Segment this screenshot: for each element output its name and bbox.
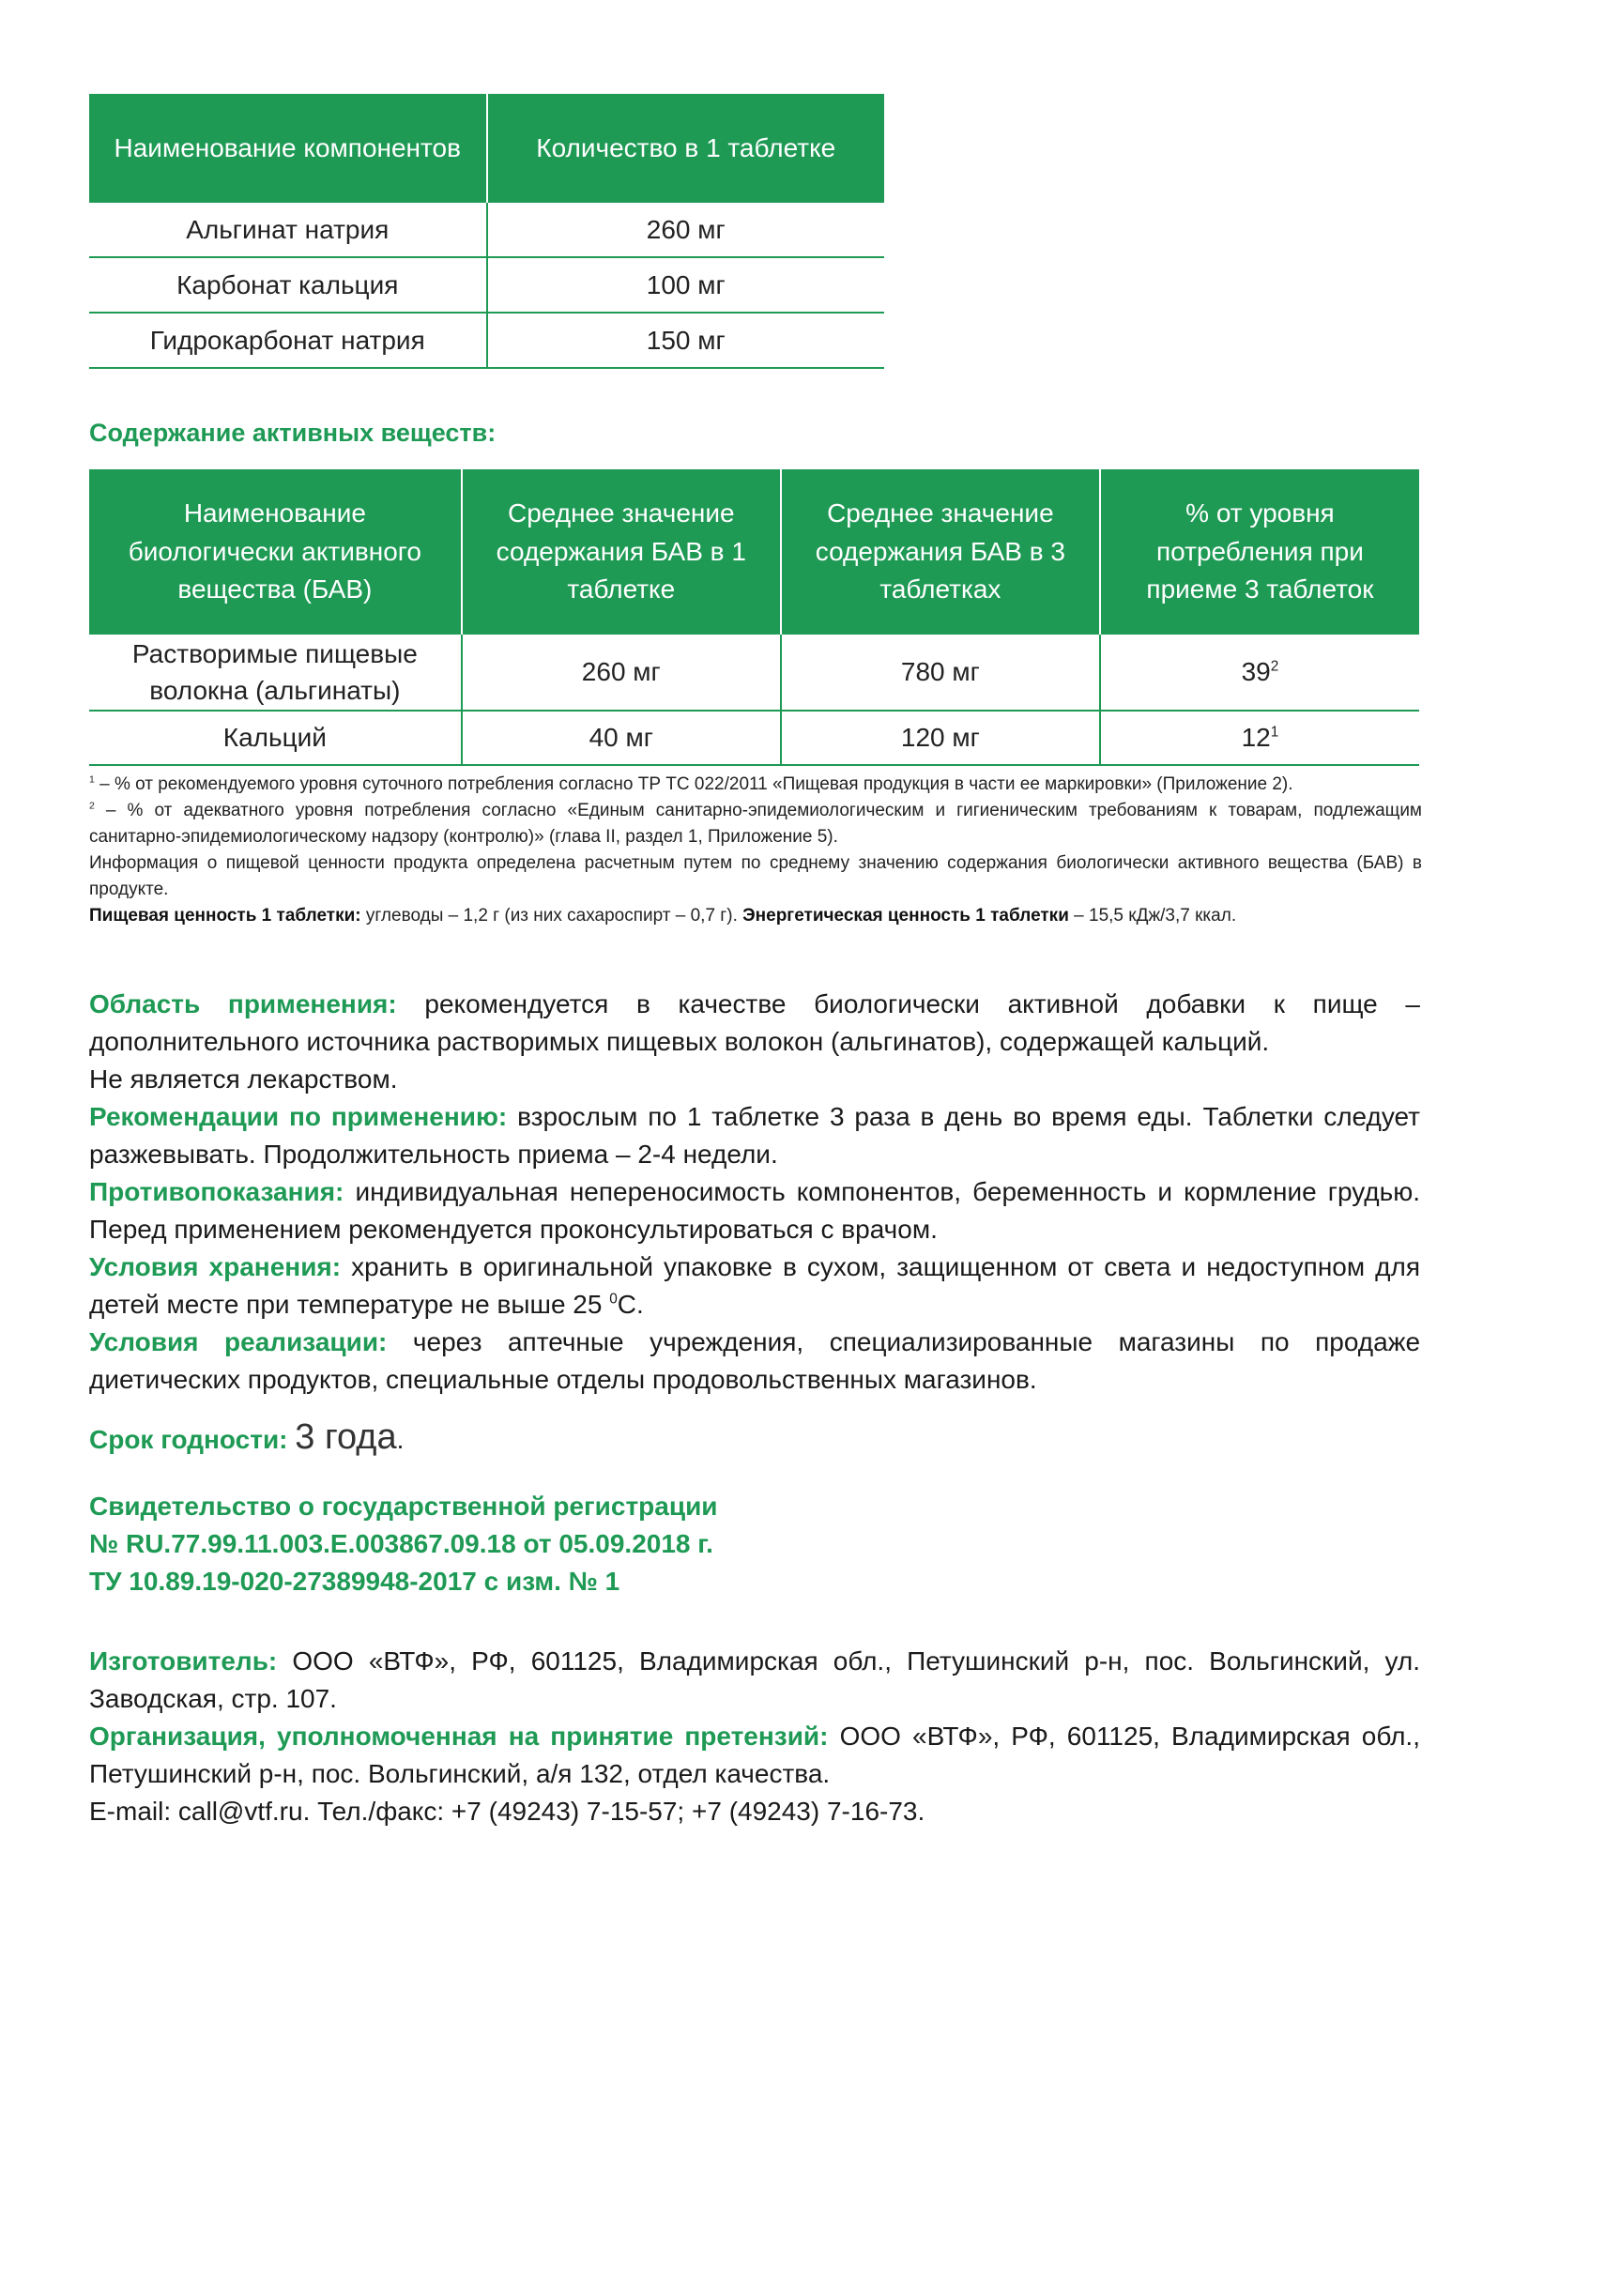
substance-name: Кальций bbox=[89, 711, 462, 765]
contraindications-section: Противопоказания: индивидуальная непереносимость компонентов, беременность и кормление грудью. Перед применением рекомендуется проконсультироваться с врачом. bbox=[89, 1177, 1420, 1244]
footnotes bbox=[89, 772, 1422, 929]
substance-per-three: 120 мг bbox=[781, 711, 1100, 765]
table-row bbox=[89, 257, 884, 313]
header-consumption-percent: % от уровня потребления при приеме 3 таблеток bbox=[1100, 469, 1419, 635]
manufacturer-info bbox=[89, 1643, 1420, 1830]
composition-table bbox=[89, 94, 884, 369]
header-per-tablet: Среднее значение содержания БАВ в 1 таблетке bbox=[462, 469, 781, 635]
header-substance-name: Наименование биологически активного вещества (БАВ) bbox=[89, 469, 462, 635]
footnote-1: $^1$ – % от рекомендуемого уровня суточного потребления согласно ТР ТС 022/2011 «Пищевая продукция в части ее маркировки» (Приложение 2). bbox=[89, 774, 1293, 794]
shelf-life-value: 3 года bbox=[295, 1417, 397, 1457]
composition-header-amount: Количество в 1 таблетке bbox=[487, 94, 885, 203]
product-info bbox=[89, 986, 1420, 1399]
table-row bbox=[89, 203, 884, 257]
composition-header-row bbox=[89, 94, 884, 203]
table-row bbox=[89, 313, 884, 368]
contacts-line: E-mail: call@vtf.ru. Тел./факс: +7 (49243) 7-15-57; +7 (49243) 7-16-73. bbox=[89, 1797, 925, 1826]
sale-section: Условия реализации: через аптечные учреждения, специализированные магазины по продаже диетических продуктов, специальные отделы продовольственных магазинов. bbox=[89, 1327, 1421, 1394]
substance-percent: $12^1$ bbox=[1100, 711, 1419, 765]
nutrition-values: Пищевая ценность 1 таблетки: углеводы – 1,2 г (из них сахароспирт – 0,7 г). Энергетическая ценность 1 таблетки – 15,5 кДж/3,7 ккал. bbox=[89, 906, 1237, 926]
table-row bbox=[89, 711, 1419, 765]
footnote-ref: 1 bbox=[1270, 725, 1279, 742]
header-per-three-tablets: Среднее значение содержания БАВ в 3 таблетках bbox=[781, 469, 1100, 635]
component-amount: 100 мг bbox=[487, 257, 885, 313]
substance-per-tablet: 260 мг bbox=[462, 635, 781, 711]
substance-name: Растворимые пищевые волокна (альгинаты) bbox=[89, 635, 462, 711]
shelf-life-label: Срок годности: bbox=[89, 1425, 288, 1454]
substance-per-tablet: 40 мг bbox=[462, 711, 781, 765]
component-amount: 150 мг bbox=[487, 313, 885, 368]
footnote-2: $^2$ – % от адекватного уровня потребления согласно «Единым санитарно-эпидемиологическим и гигиеническим требованиям к товарам, подлежащим санитарно-эпидемиологическому надзору (контролю)» (глава II, раздел 1, Приложение 5). bbox=[89, 801, 1422, 847]
table-row bbox=[89, 635, 1419, 711]
active-substances-header-row bbox=[89, 469, 1419, 635]
registration-info bbox=[89, 1488, 718, 1600]
manufacturer-line: Изготовитель: ООО «ВТФ», РФ, 601125, Владимирская обл., Петушинский р-н, пос. Вольгинский, ул. Заводская, стр. 107. bbox=[89, 1646, 1420, 1713]
nutrition-info-note: Информация о пищевой ценности продукта определена расчетным путем по среднему значению содержания биологически активного вещества (БАВ) в продукте. bbox=[89, 853, 1422, 899]
registration-number: № RU.77.99.11.003.Е.003867.09.18 от 05.09.2018 г. bbox=[89, 1529, 713, 1558]
component-name: Карбонат кальция bbox=[89, 257, 487, 313]
registration-line: Свидетельство о государственной регистрации bbox=[89, 1492, 718, 1521]
claims-organization-line: Организация, уполномоченная на принятие претензий: ООО «ВТФ», РФ, 601125, Владимирская обл., Петушинский р-н, пос. Вольгинский, а/я 132, отдел качества. bbox=[89, 1722, 1420, 1788]
not-drug-note: Не является лекарством. bbox=[89, 1064, 398, 1094]
technical-specification: ТУ 10.89.19-020-27389948-2017 с изм. № 1 bbox=[89, 1567, 620, 1596]
active-substances-title: Содержание активных веществ: bbox=[89, 419, 497, 447]
component-name: Альгинат натрия bbox=[89, 203, 487, 257]
storage-section: Условия хранения: хранить в оригинальной упаковке в сухом, защищенном от света и недоступном для детей месте при температуре не выше 25 $^0$С. bbox=[89, 1252, 1421, 1319]
substance-percent: $39^2$ bbox=[1100, 635, 1419, 711]
shelf-life: Срок годности: 3 года. bbox=[89, 1417, 405, 1457]
active-substances-table bbox=[89, 469, 1419, 766]
composition-header-name: Наименование компонентов bbox=[89, 94, 487, 203]
scope-section: Область применения: рекомендуется в качестве биологически активной добавки к пище – дополнительного источника растворимых пищевых волокон (альгинатов), содержащей кальций. bbox=[89, 989, 1420, 1056]
component-name: Гидрокарбонат натрия bbox=[89, 313, 487, 368]
component-amount: 260 мг bbox=[487, 203, 885, 257]
footnote-ref: 2 bbox=[1270, 659, 1279, 676]
substance-per-three: 780 мг bbox=[781, 635, 1100, 711]
usage-section: Рекомендации по применению: взрослым по 1 таблетке 3 раза в день во время еды. Таблетки следует разжевывать. Продолжительность приема – 2-4 недели. bbox=[89, 1102, 1421, 1169]
